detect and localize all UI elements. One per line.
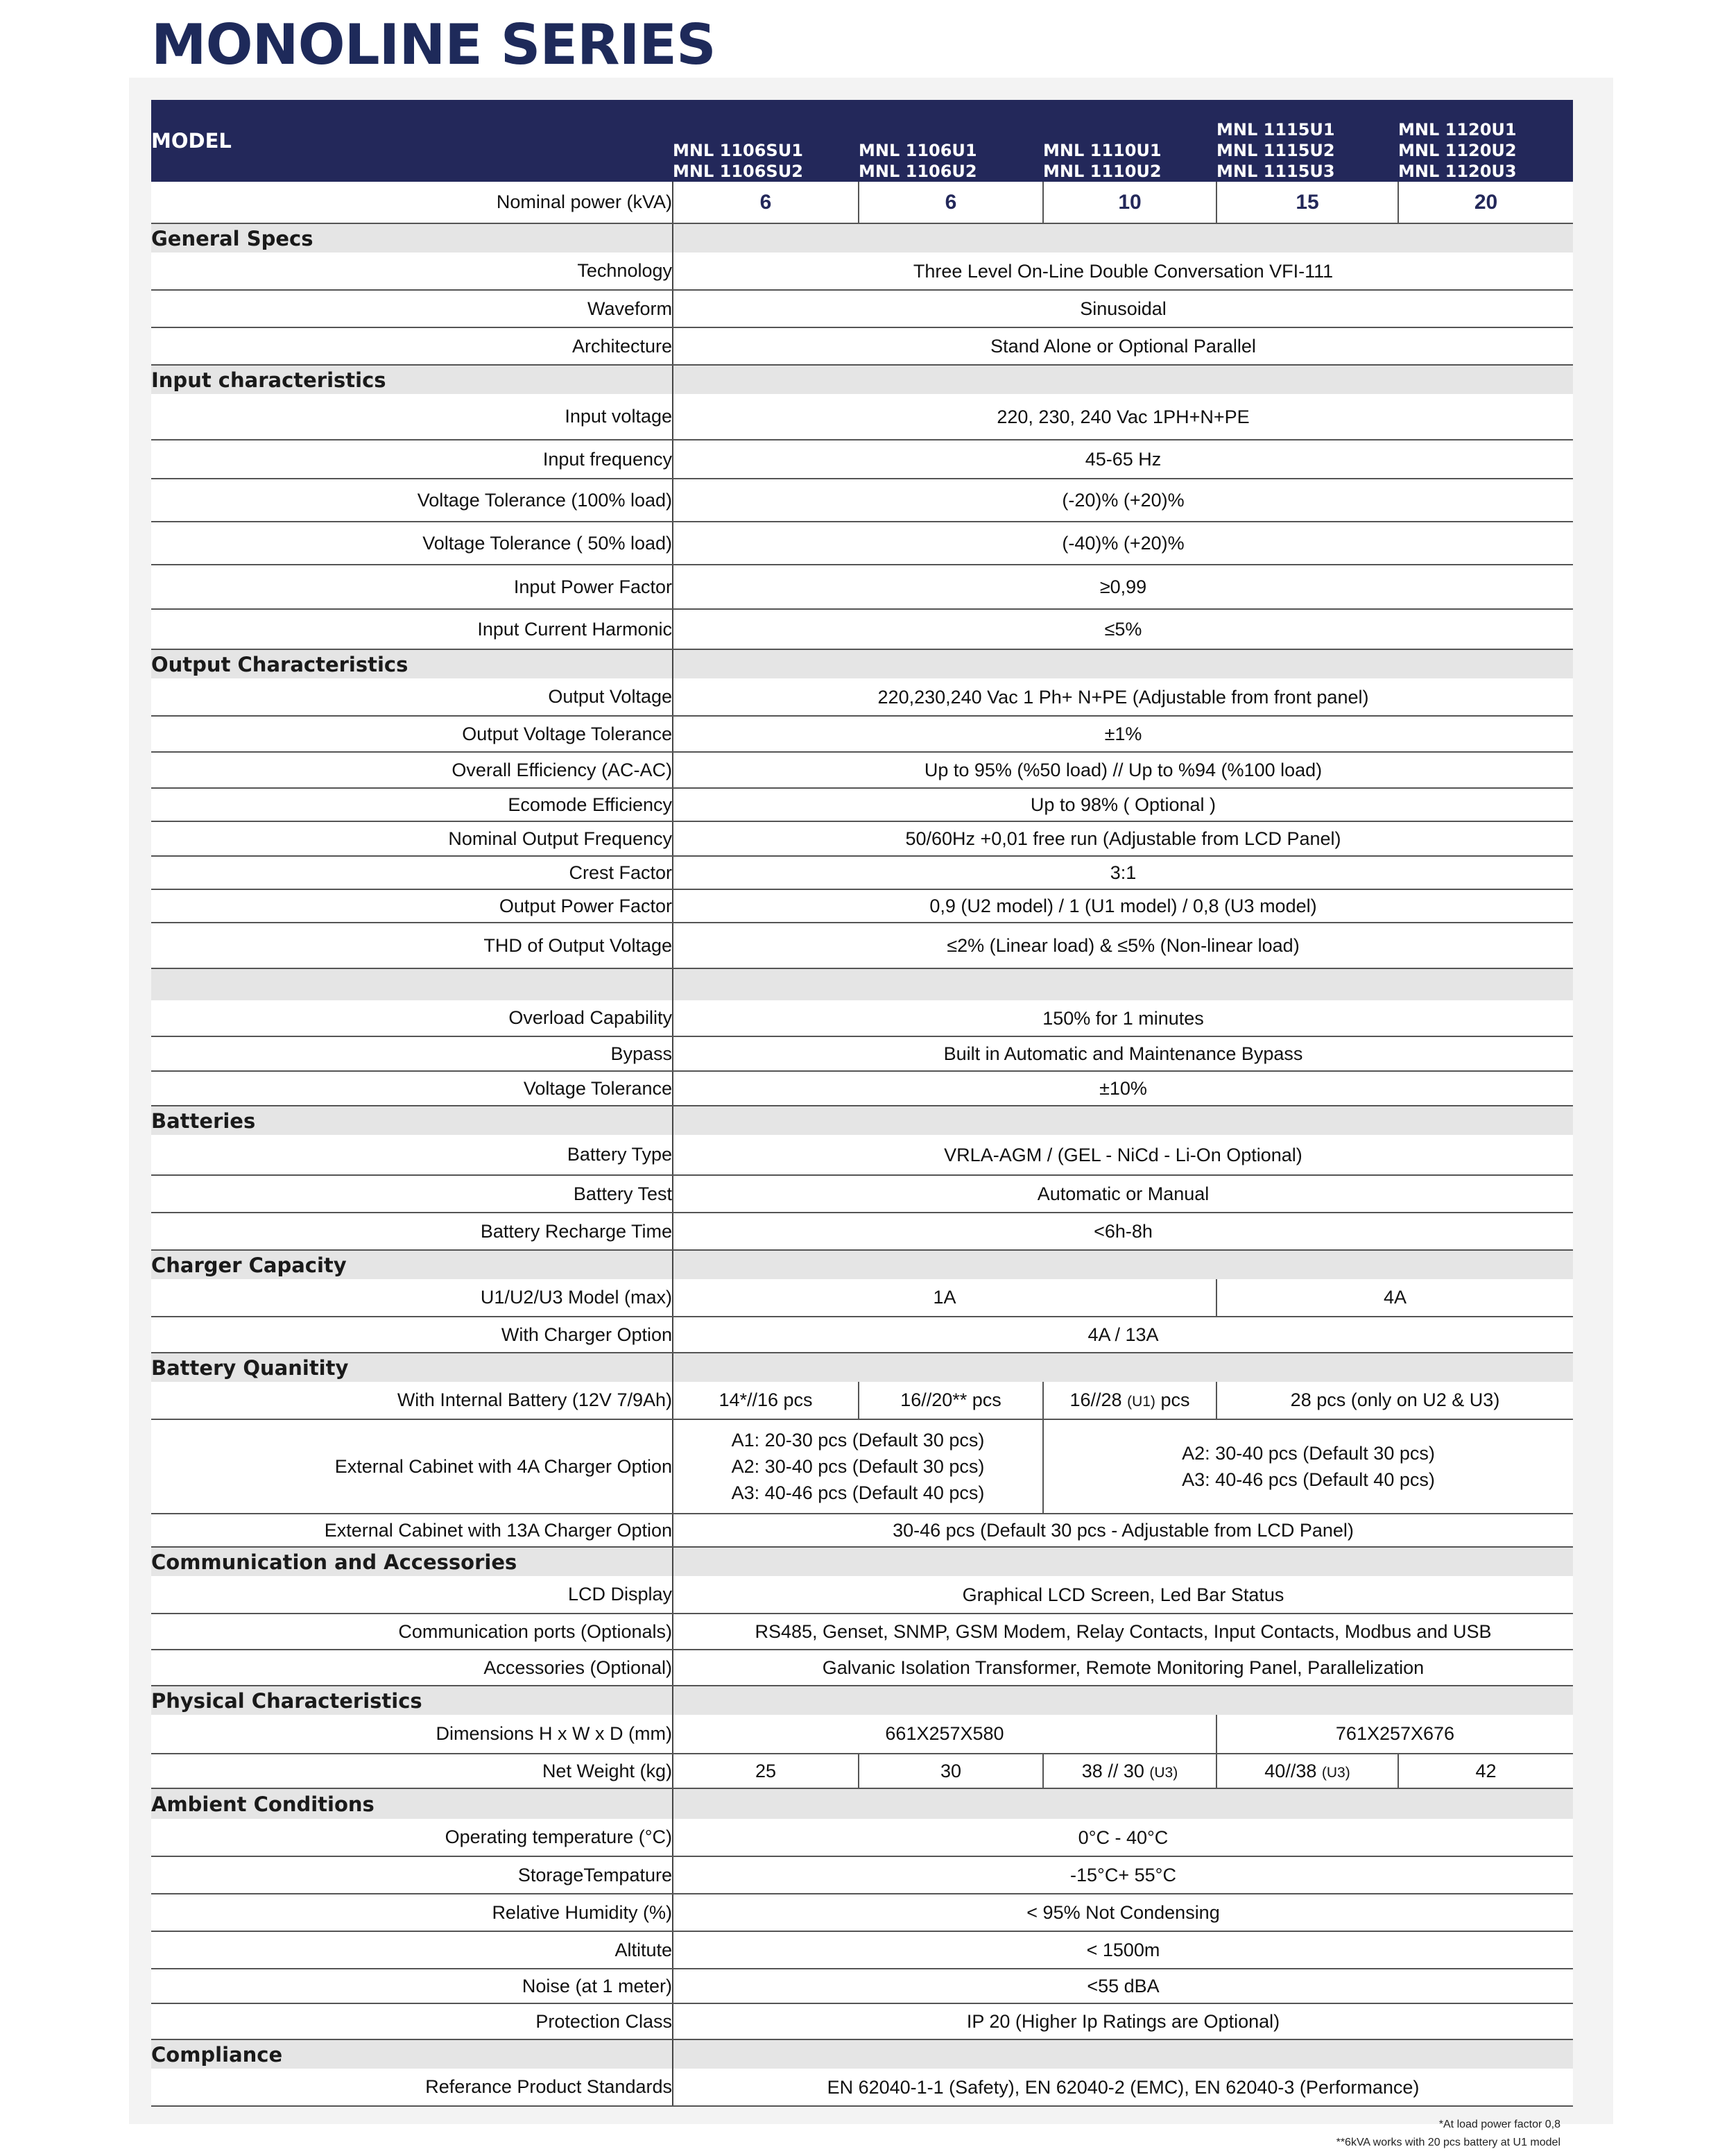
footnote-1: *At load power factor 0,8 <box>1438 2119 1560 2130</box>
table-row <box>151 716 1573 752</box>
row-label: Input Power Factor <box>151 565 673 609</box>
row-value: 50/60Hz +0,01 free run (Adjustable from LCD Panel) <box>673 821 1573 856</box>
table-row <box>151 1419 1573 1514</box>
table-row <box>151 1969 1573 2003</box>
weight-1: 25 <box>673 1754 859 1788</box>
section-output <box>151 649 1573 678</box>
weight-2: 30 <box>859 1754 1043 1788</box>
row-label: Waveform <box>151 290 673 327</box>
section-title: General Specs <box>151 223 673 253</box>
model-column-3: MNL 1110U1 MNL 1110U2 <box>1043 100 1216 182</box>
section-fill <box>673 1250 1573 1279</box>
row-label: Overall Efficiency (AC-AC) <box>151 752 673 788</box>
model-column-4: MNL 1115U1 MNL 1115U2 MNL 1115U3 <box>1216 100 1398 182</box>
table-row <box>151 821 1573 856</box>
row-label: Bypass <box>151 1036 673 1071</box>
row-value: (-20)% (+20)% <box>673 479 1573 522</box>
table-row <box>151 1715 1573 1754</box>
row-value: 150% for 1 minutes <box>673 1000 1573 1036</box>
row-label: Relative Humidity (%) <box>151 1894 673 1931</box>
section-title: Ambient Conditions <box>151 1788 673 1819</box>
table-row <box>151 923 1573 968</box>
nominal-power-4: 15 <box>1216 182 1398 223</box>
row-value: 220, 230, 240 Vac 1PH+N+PE <box>673 394 1573 440</box>
table-row <box>151 1317 1573 1353</box>
section-title: Charger Capacity <box>151 1250 673 1279</box>
row-value: 0°C - 40°C <box>673 1819 1573 1856</box>
table-row <box>151 1819 1573 1856</box>
row-label: Dimensions H x W x D (mm) <box>151 1715 673 1754</box>
row-label: Input Current Harmonic <box>151 609 673 649</box>
section-title: Physical Characteristics <box>151 1686 673 1715</box>
internal-battery-1: 14*//16 pcs <box>673 1382 859 1419</box>
row-value: < 1500m <box>673 1931 1573 1969</box>
table-row <box>151 1175 1573 1213</box>
row-value: ≤2% (Linear load) & ≤5% (Non-linear load) <box>673 923 1573 968</box>
section-title: Communication and Accessories <box>151 1547 673 1576</box>
model-column-5: MNL 1120U1 MNL 1120U2 MNL 1120U3 <box>1398 100 1573 182</box>
section-title: Battery Quanitity <box>151 1353 673 1382</box>
ext-cabinet-4a-small: A1: 20-30 pcs (Default 30 pcs) A2: 30-40 pcs (Default 30 pcs) A3: 40-46 pcs (Default 40 pcs) <box>673 1419 1043 1514</box>
model-column-1: MNL 1106SU1 MNL 1106SU2 <box>673 100 859 182</box>
table-row <box>151 479 1573 522</box>
section-title: Batteries <box>151 1106 673 1135</box>
row-value: IP 20 (Higher Ip Ratings are Optional) <box>673 2003 1573 2039</box>
row-label: Protection Class <box>151 2003 673 2039</box>
charger-large-value: 4A <box>1216 1279 1573 1317</box>
row-label: Ecomode Efficiency <box>151 788 673 821</box>
internal-battery-3: 16//28 (U1) pcs <box>1043 1382 1216 1419</box>
table-row <box>151 1856 1573 1894</box>
dimensions-large: 761X257X676 <box>1216 1715 1573 1754</box>
row-value: VRLA-AGM / (GEL - NiCd - Li-On Optional) <box>673 1135 1573 1175</box>
row-label: Operating temperature (°C) <box>151 1819 673 1856</box>
table-row <box>151 394 1573 440</box>
weight-4: 40//38 (U3) <box>1216 1754 1398 1788</box>
dimensions-small: 661X257X580 <box>673 1715 1216 1754</box>
table-row <box>151 2069 1573 2106</box>
section-fill <box>673 1353 1573 1382</box>
weight-3: 38 // 30 (U3) <box>1043 1754 1216 1788</box>
row-value: RS485, Genset, SNMP, GSM Modem, Relay Contacts, Input Contacts, Modbus and USB <box>673 1614 1573 1650</box>
section-compliance <box>151 2039 1573 2069</box>
section-fill <box>673 1547 1573 1576</box>
section-bypass-blank <box>151 968 1573 1000</box>
section-physical <box>151 1686 1573 1715</box>
section-fill <box>673 649 1573 678</box>
section-general <box>151 223 1573 253</box>
row-label: With Internal Battery (12V 7/9Ah) <box>151 1382 673 1419</box>
row-label: Technology <box>151 253 673 290</box>
row-value: Three Level On-Line Double Conversation VFI-111 <box>673 253 1573 290</box>
table-row <box>151 1576 1573 1614</box>
row-value: Built in Automatic and Maintenance Bypass <box>673 1036 1573 1071</box>
section-fill <box>673 365 1573 394</box>
row-label: Communication ports (Optionals) <box>151 1614 673 1650</box>
row-label: Input voltage <box>151 394 673 440</box>
internal-battery-4-5: 28 pcs (only on U2 & U3) <box>1216 1382 1573 1419</box>
row-value: 3:1 <box>673 856 1573 889</box>
table-row <box>151 788 1573 821</box>
row-label: StorageTempature <box>151 1856 673 1894</box>
section-fill <box>673 1788 1573 1819</box>
row-label: External Cabinet with 4A Charger Option <box>151 1419 673 1514</box>
table-row <box>151 1213 1573 1250</box>
row-label: Accessories (Optional) <box>151 1650 673 1686</box>
row-label: Battery Type <box>151 1135 673 1175</box>
row-value: ≤5% <box>673 609 1573 649</box>
table-row <box>151 440 1573 479</box>
table-row <box>151 678 1573 716</box>
section-title: Input characteristics <box>151 365 673 394</box>
nominal-power-1: 6 <box>673 182 859 223</box>
row-label: With Charger Option <box>151 1317 673 1353</box>
section-fill <box>673 2039 1573 2069</box>
header-row <box>151 100 1573 182</box>
table-row-nominal-power <box>151 182 1573 223</box>
section-battery-quantity <box>151 1353 1573 1382</box>
row-value: Up to 95% (%50 load) // Up to %94 (%100 load) <box>673 752 1573 788</box>
table-row <box>151 327 1573 365</box>
table-row <box>151 1650 1573 1686</box>
row-value: (-40)% (+20)% <box>673 522 1573 565</box>
table-row <box>151 1894 1573 1931</box>
row-value: 45-65 Hz <box>673 440 1573 479</box>
section-title: Compliance <box>151 2039 673 2069</box>
row-label: Output Voltage Tolerance <box>151 716 673 752</box>
row-label: Output Voltage <box>151 678 673 716</box>
row-label: THD of Output Voltage <box>151 923 673 968</box>
table-row <box>151 1514 1573 1547</box>
table-row <box>151 889 1573 923</box>
table-row <box>151 1071 1573 1106</box>
model-header-label: MODEL <box>151 100 673 182</box>
table-row <box>151 1754 1573 1788</box>
table-row <box>151 609 1573 649</box>
row-label: Nominal Output Frequency <box>151 821 673 856</box>
charger-u1-value: 1A <box>673 1279 1216 1317</box>
table-row <box>151 2003 1573 2039</box>
row-label: Voltage Tolerance ( 50% load) <box>151 522 673 565</box>
row-value: Galvanic Isolation Transformer, Remote Monitoring Panel, Parallelization <box>673 1650 1573 1686</box>
section-ambient <box>151 1788 1573 1819</box>
section-input <box>151 365 1573 394</box>
row-label: Architecture <box>151 327 673 365</box>
nominal-power-2: 6 <box>859 182 1043 223</box>
table-row <box>151 1036 1573 1071</box>
row-value: -15°C+ 55°C <box>673 1856 1573 1894</box>
row-value: Sinusoidal <box>673 290 1573 327</box>
section-title: Output Characteristics <box>151 649 673 678</box>
table-row <box>151 1931 1573 1969</box>
row-value: ±10% <box>673 1071 1573 1106</box>
section-title <box>151 968 673 1000</box>
section-charger <box>151 1250 1573 1279</box>
row-label: Battery Recharge Time <box>151 1213 673 1250</box>
section-fill <box>673 968 1573 1000</box>
row-value: ±1% <box>673 716 1573 752</box>
row-label: Noise (at 1 meter) <box>151 1969 673 2003</box>
row-value: <6h-8h <box>673 1213 1573 1250</box>
internal-battery-2: 16//20** pcs <box>859 1382 1043 1419</box>
row-label: Crest Factor <box>151 856 673 889</box>
row-label: Input frequency <box>151 440 673 479</box>
table-row <box>151 752 1573 788</box>
nominal-power-5: 20 <box>1398 182 1573 223</box>
row-label: LCD Display <box>151 1576 673 1614</box>
section-fill <box>673 223 1573 253</box>
row-value: EN 62040-1-1 (Safety), EN 62040-2 (EMC), EN 62040-3 (Performance) <box>673 2069 1573 2106</box>
section-fill <box>673 1106 1573 1135</box>
table-row <box>151 1000 1573 1036</box>
row-label: Voltage Tolerance (100% load) <box>151 479 673 522</box>
section-batteries <box>151 1106 1573 1135</box>
table-row <box>151 1382 1573 1419</box>
ext-cabinet-4a-large: A2: 30-40 pcs (Default 30 pcs) A3: 40-46 pcs (Default 40 pcs) <box>1043 1419 1573 1514</box>
weight-5: 42 <box>1398 1754 1573 1788</box>
row-value: Up to 98% ( Optional ) <box>673 788 1573 821</box>
table-row <box>151 565 1573 609</box>
row-value: Graphical LCD Screen, Led Bar Status <box>673 1576 1573 1614</box>
row-value: Automatic or Manual <box>673 1175 1573 1213</box>
table-row <box>151 522 1573 565</box>
footnotes <box>1336 2116 1560 2152</box>
section-communication <box>151 1547 1573 1576</box>
row-label: Output Power Factor <box>151 889 673 923</box>
table-row <box>151 1614 1573 1650</box>
section-fill <box>673 1686 1573 1715</box>
row-label: Overload Capability <box>151 1000 673 1036</box>
row-value: 220,230,240 Vac 1 Ph+ N+PE (Adjustable from front panel) <box>673 678 1573 716</box>
row-label: U1/U2/U3 Model (max) <box>151 1279 673 1317</box>
model-column-2: MNL 1106U1 MNL 1106U2 <box>859 100 1043 182</box>
row-value: 30-46 pcs (Default 30 pcs - Adjustable from LCD Panel) <box>673 1514 1573 1547</box>
table-row <box>151 290 1573 327</box>
row-value: ≥0,99 <box>673 565 1573 609</box>
table-row <box>151 1135 1573 1175</box>
row-value: 4A / 13A <box>673 1317 1573 1353</box>
row-label: Voltage Tolerance <box>151 1071 673 1106</box>
row-label: Referance Product Standards <box>151 2069 673 2106</box>
row-value: <55 dBA <box>673 1969 1573 2003</box>
row-label: External Cabinet with 13A Charger Option <box>151 1514 673 1547</box>
spec-table <box>151 100 1573 2107</box>
row-label: Altitute <box>151 1931 673 1969</box>
row-label: Nominal power (kVA) <box>151 182 673 223</box>
row-label: Net Weight (kg) <box>151 1754 673 1788</box>
row-value: Stand Alone or Optional Parallel <box>673 327 1573 365</box>
footnote-2: **6kVA works with 20 pcs battery at U1 model <box>1336 2137 1560 2148</box>
table-row <box>151 253 1573 290</box>
row-label: Battery Test <box>151 1175 673 1213</box>
row-value: < 95% Not Condensing <box>673 1894 1573 1931</box>
row-value: 0,9 (U2 model) / 1 (U1 model) / 0,8 (U3 model) <box>673 889 1573 923</box>
table-row <box>151 1279 1573 1317</box>
table-row <box>151 856 1573 889</box>
page-title: MONOLINE SERIES <box>151 12 716 77</box>
nominal-power-3: 10 <box>1043 182 1216 223</box>
